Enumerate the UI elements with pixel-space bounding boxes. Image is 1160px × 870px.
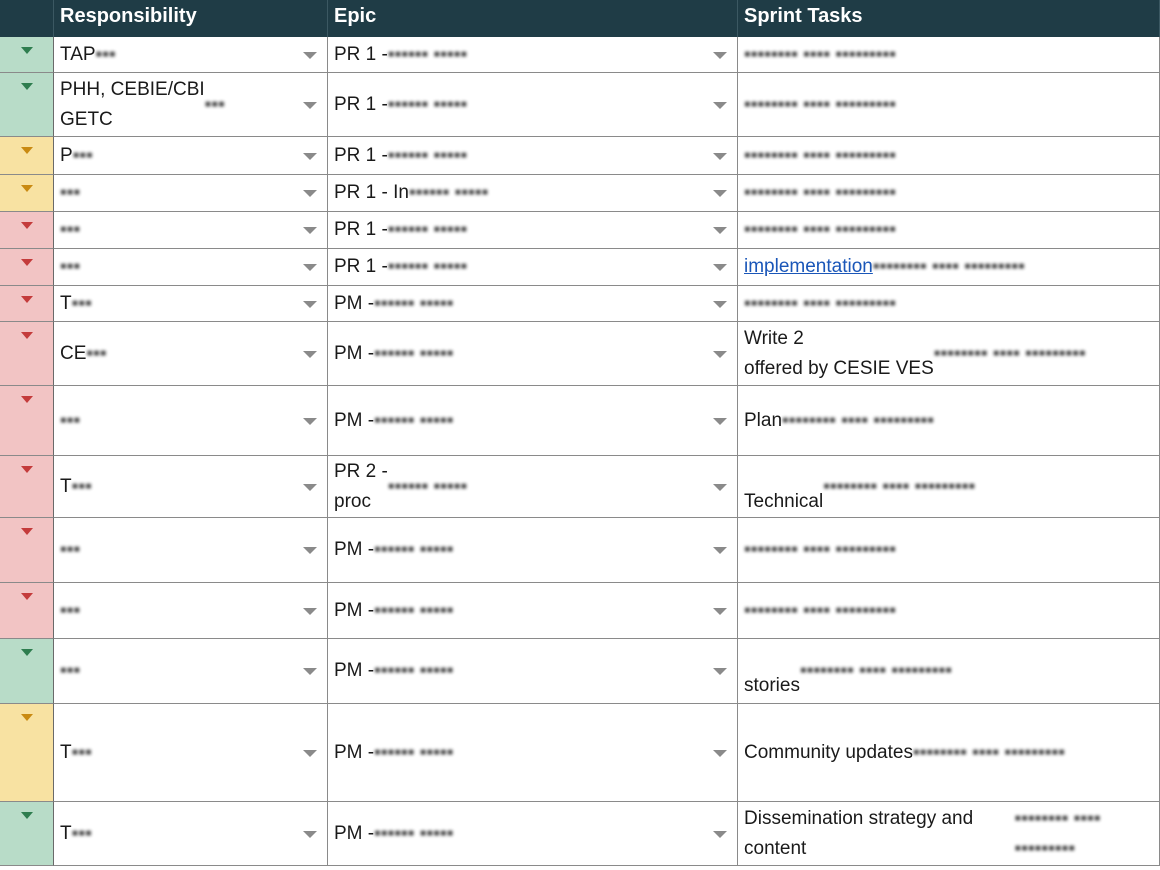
sprint-task-cell[interactable]: [738, 212, 1160, 249]
sprint-task-cell[interactable]: [738, 583, 1160, 639]
epic-cell[interactable]: [328, 518, 738, 583]
redacted-text: ▪▪▪▪▪▪ ▪▪▪▪▪: [387, 219, 468, 240]
status-cell[interactable]: [0, 704, 54, 802]
sprint-task-cell[interactable]: [738, 286, 1160, 322]
sprint-task-cell[interactable]: [738, 802, 1160, 866]
redacted-text: ▪▪▪▪▪▪ ▪▪▪▪▪: [387, 475, 468, 497]
responsibility-cell[interactable]: [54, 286, 328, 322]
sprint-task-cell[interactable]: [738, 73, 1160, 137]
sprint-task-value: Dissemination strategy and content: [744, 807, 974, 859]
sprint-tasks-column-header[interactable]: Sprint Tasks: [738, 0, 1160, 37]
status-cell[interactable]: [0, 322, 54, 386]
chevron-down-icon[interactable]: [713, 831, 727, 838]
responsibility-cell[interactable]: [54, 175, 328, 212]
chevron-down-icon[interactable]: [303, 418, 317, 425]
responsibility-cell[interactable]: [54, 639, 328, 704]
redacted-text: ▪▪▪▪▪▪ ▪▪▪▪▪: [387, 43, 468, 65]
redacted-text: ▪▪▪: [60, 182, 81, 203]
responsibility-cell[interactable]: [54, 802, 328, 866]
chevron-down-icon[interactable]: [713, 227, 727, 234]
redacted-text: ▪▪▪: [60, 539, 81, 560]
sprint-task-value: Plan: [744, 409, 783, 431]
epic-cell[interactable]: [328, 802, 738, 866]
redacted-text: ▪▪▪▪▪▪▪▪ ▪▪▪▪ ▪▪▪▪▪▪▪▪▪: [744, 292, 896, 314]
responsibility-cell[interactable]: [54, 137, 328, 175]
status-dropdown-icon[interactable]: [21, 83, 33, 90]
chevron-down-icon[interactable]: [303, 831, 317, 838]
redacted-text: ▪▪▪▪▪▪▪▪ ▪▪▪▪ ▪▪▪▪▪▪▪▪▪: [872, 256, 1025, 277]
status-dropdown-icon[interactable]: [21, 259, 33, 266]
responsibility-cell[interactable]: [54, 37, 328, 73]
chevron-down-icon[interactable]: [713, 264, 727, 271]
redacted-text: ▪▪▪▪▪▪▪▪ ▪▪▪▪ ▪▪▪▪▪▪▪▪▪: [744, 599, 896, 621]
status-dropdown-icon[interactable]: [21, 812, 33, 819]
redacted-text: ▪▪▪▪▪▪ ▪▪▪▪▪: [374, 409, 454, 431]
responsibility-cell[interactable]: [54, 456, 328, 518]
chevron-down-icon[interactable]: [303, 102, 317, 109]
responsibility-cell[interactable]: [54, 249, 328, 286]
epic-cell[interactable]: [328, 212, 738, 249]
redacted-text: ▪▪▪▪▪▪▪▪ ▪▪▪▪ ▪▪▪▪▪▪▪▪▪: [744, 539, 896, 560]
epic-value: PM -: [334, 660, 375, 681]
status-dropdown-icon[interactable]: [21, 222, 33, 229]
redacted-text: ▪▪▪▪▪▪ ▪▪▪▪▪: [374, 660, 454, 681]
epic-value: PR 1 -: [334, 144, 388, 166]
epic-value: PM -: [334, 539, 375, 560]
status-cell[interactable]: [0, 802, 54, 866]
redacted-text: ▪▪▪▪▪▪▪▪ ▪▪▪▪ ▪▪▪▪▪▪▪▪▪: [799, 660, 952, 681]
epic-value: PM -: [334, 741, 375, 763]
redacted-text: ▪▪▪▪▪▪▪▪ ▪▪▪▪ ▪▪▪▪▪▪▪▪▪: [933, 342, 1086, 364]
epic-value: PR 1 -: [334, 219, 388, 240]
redacted-text: ▪▪▪: [86, 342, 107, 364]
redacted-text: ▪▪▪▪▪▪ ▪▪▪▪▪: [374, 741, 454, 763]
redacted-text: ▪▪▪: [60, 256, 81, 277]
redacted-text: ▪▪▪▪▪▪ ▪▪▪▪▪: [374, 292, 454, 314]
sprint-task-cell[interactable]: [738, 249, 1160, 286]
status-cell[interactable]: [0, 175, 54, 212]
epic-cell[interactable]: [328, 249, 738, 286]
epic-cell[interactable]: [328, 704, 738, 802]
epic-cell[interactable]: [328, 37, 738, 73]
chevron-down-icon[interactable]: [713, 608, 727, 615]
responsibility-cell[interactable]: [54, 583, 328, 639]
epic-value: PM -: [334, 342, 375, 364]
redacted-text: ▪▪▪: [60, 660, 81, 681]
chevron-down-icon[interactable]: [713, 102, 727, 109]
status-dropdown-icon[interactable]: [21, 47, 33, 54]
chevron-down-icon[interactable]: [303, 668, 317, 675]
epic-cell[interactable]: [328, 639, 738, 704]
status-cell[interactable]: [0, 518, 54, 583]
redacted-text: ▪▪▪▪▪▪▪▪ ▪▪▪▪ ▪▪▪▪▪▪▪▪▪: [744, 182, 896, 203]
chevron-down-icon[interactable]: [713, 190, 727, 197]
epic-cell[interactable]: [328, 386, 738, 456]
chevron-down-icon[interactable]: [303, 608, 317, 615]
status-cell[interactable]: [0, 286, 54, 322]
responsibility-cell[interactable]: [54, 73, 328, 137]
chevron-down-icon[interactable]: [713, 52, 727, 59]
sprint-task-cell[interactable]: [738, 175, 1160, 212]
epic-cell[interactable]: [328, 456, 738, 518]
redacted-text: ▪▪▪▪▪▪ ▪▪▪▪▪: [408, 182, 489, 203]
redacted-text: ▪▪▪: [72, 144, 93, 166]
sprint-task-cell[interactable]: [738, 456, 1160, 518]
responsibility-column-header[interactable]: Responsibility: [54, 0, 328, 37]
status-dropdown-icon[interactable]: [21, 396, 33, 403]
status-cell[interactable]: [0, 386, 54, 456]
chevron-down-icon[interactable]: [713, 418, 727, 425]
redacted-text: ▪▪▪: [71, 822, 92, 844]
sprint-task-value: stories: [744, 675, 800, 696]
redacted-text: ▪▪▪▪▪▪▪▪ ▪▪▪▪ ▪▪▪▪▪▪▪▪▪: [1014, 807, 1101, 859]
redacted-text: ▪▪▪: [71, 475, 92, 497]
redacted-text: ▪▪▪: [71, 741, 92, 763]
chevron-down-icon[interactable]: [303, 750, 317, 757]
responsibility-value: CE: [60, 342, 87, 364]
status-dropdown-icon[interactable]: [21, 147, 33, 154]
redacted-text: ▪▪▪: [60, 599, 81, 621]
status-dropdown-icon[interactable]: [21, 649, 33, 656]
status-cell[interactable]: [0, 583, 54, 639]
status-cell[interactable]: [0, 249, 54, 286]
chevron-down-icon[interactable]: [713, 153, 727, 160]
redacted-text: ▪▪▪▪▪▪▪▪ ▪▪▪▪ ▪▪▪▪▪▪▪▪▪: [912, 741, 1065, 763]
sprint-task-cell[interactable]: [738, 518, 1160, 583]
status-cell[interactable]: [0, 137, 54, 175]
epic-cell[interactable]: [328, 286, 738, 322]
redacted-text: ▪▪▪: [60, 409, 81, 431]
redacted-text: ▪▪▪: [71, 292, 92, 314]
sprint-task-cell[interactable]: [738, 37, 1160, 73]
status-column-header[interactable]: [0, 0, 54, 37]
sprint-task-value: Community updates: [744, 741, 913, 763]
responsibility-cell[interactable]: [54, 322, 328, 386]
redacted-text: ▪▪▪▪▪▪ ▪▪▪▪▪: [387, 256, 468, 277]
chevron-down-icon[interactable]: [303, 190, 317, 197]
redacted-text: ▪▪▪▪▪▪▪▪ ▪▪▪▪ ▪▪▪▪▪▪▪▪▪: [823, 475, 976, 497]
chevron-down-icon[interactable]: [713, 668, 727, 675]
chevron-down-icon[interactable]: [713, 750, 727, 757]
epic-value: PM -: [334, 822, 375, 844]
epic-value: PM -: [334, 409, 375, 431]
chevron-down-icon[interactable]: [303, 351, 317, 358]
chevron-down-icon[interactable]: [713, 301, 727, 308]
responsibility-cell[interactable]: [54, 212, 328, 249]
redacted-text: ▪▪▪▪▪▪ ▪▪▪▪▪: [374, 599, 454, 621]
sprint-task-value: Technical: [744, 490, 824, 512]
status-dropdown-icon[interactable]: [21, 185, 33, 192]
status-cell[interactable]: [0, 456, 54, 518]
epic-column-header[interactable]: Epic: [328, 0, 738, 37]
chevron-down-icon[interactable]: [303, 484, 317, 491]
redacted-text: ▪▪▪▪▪▪ ▪▪▪▪▪: [387, 144, 468, 166]
redacted-text: ▪▪▪: [60, 219, 81, 240]
epic-value: PM -: [334, 292, 375, 314]
sprint-task-value: implementation: [744, 256, 873, 277]
status-dropdown-icon[interactable]: [21, 296, 33, 303]
sprint-task-cell[interactable]: [738, 386, 1160, 456]
epic-cell[interactable]: [328, 583, 738, 639]
epic-value: PR 1 -: [334, 93, 388, 115]
redacted-text: ▪▪▪▪▪▪▪▪ ▪▪▪▪ ▪▪▪▪▪▪▪▪▪: [782, 409, 935, 431]
epic-value: PM -: [334, 599, 375, 621]
responsibility-value: PHH, CEBIE/CBI GETC: [60, 78, 205, 130]
status-cell[interactable]: [0, 73, 54, 137]
redacted-text: ▪▪▪: [204, 93, 225, 115]
responsibility-value: T: [60, 822, 72, 844]
responsibility-value: TAP: [60, 43, 96, 65]
epic-value: PR 1 -: [334, 43, 388, 65]
responsibility-value: P: [60, 144, 73, 166]
chevron-down-icon[interactable]: [303, 264, 317, 271]
redacted-text: ▪▪▪▪▪▪▪▪ ▪▪▪▪ ▪▪▪▪▪▪▪▪▪: [744, 93, 896, 115]
chevron-down-icon[interactable]: [713, 351, 727, 358]
status-dropdown-icon[interactable]: [21, 528, 33, 535]
chevron-down-icon[interactable]: [713, 484, 727, 491]
sprint-task-cell[interactable]: [738, 322, 1160, 386]
chevron-down-icon[interactable]: [303, 227, 317, 234]
sprint-task-cell[interactable]: [738, 137, 1160, 175]
status-dropdown-icon[interactable]: [21, 466, 33, 473]
chevron-down-icon[interactable]: [303, 301, 317, 308]
epic-value: PR 1 - In: [334, 182, 409, 203]
epic-cell[interactable]: [328, 175, 738, 212]
chevron-down-icon[interactable]: [303, 153, 317, 160]
redacted-text: ▪▪▪▪▪▪▪▪ ▪▪▪▪ ▪▪▪▪▪▪▪▪▪: [744, 144, 896, 166]
responsibility-cell[interactable]: [54, 704, 328, 802]
status-cell[interactable]: [0, 37, 54, 73]
status-dropdown-icon[interactable]: [21, 593, 33, 600]
status-cell[interactable]: [0, 212, 54, 249]
sprint-task-cell[interactable]: [738, 704, 1160, 802]
responsibility-value: T: [60, 292, 72, 314]
redacted-text: ▪▪▪▪▪▪ ▪▪▪▪▪: [387, 93, 468, 115]
sprint-task-value: Write 2 offered by CESIE VES: [744, 327, 934, 379]
responsibility-cell[interactable]: [54, 518, 328, 583]
epic-value: PR 1 -: [334, 256, 388, 277]
sprint-task-cell[interactable]: [738, 639, 1160, 704]
redacted-text: ▪▪▪▪▪▪ ▪▪▪▪▪: [374, 539, 454, 560]
responsibility-value: T: [60, 475, 72, 497]
redacted-text: ▪▪▪: [95, 43, 116, 65]
status-cell[interactable]: [0, 639, 54, 704]
chevron-down-icon[interactable]: [713, 547, 727, 554]
epic-cell[interactable]: [328, 322, 738, 386]
status-dropdown-icon[interactable]: [21, 332, 33, 339]
epic-cell[interactable]: [328, 73, 738, 137]
redacted-text: ▪▪▪▪▪▪ ▪▪▪▪▪: [374, 822, 454, 844]
redacted-text: ▪▪▪▪▪▪▪▪ ▪▪▪▪ ▪▪▪▪▪▪▪▪▪: [744, 219, 896, 240]
responsibility-cell[interactable]: [54, 386, 328, 456]
epic-cell[interactable]: [328, 137, 738, 175]
chevron-down-icon[interactable]: [303, 547, 317, 554]
epic-value: PR 2 - proc: [334, 460, 388, 512]
responsibility-value: T: [60, 741, 72, 763]
redacted-text: ▪▪▪▪▪▪ ▪▪▪▪▪: [374, 342, 454, 364]
status-dropdown-icon[interactable]: [21, 714, 33, 721]
chevron-down-icon[interactable]: [303, 52, 317, 59]
redacted-text: ▪▪▪▪▪▪▪▪ ▪▪▪▪ ▪▪▪▪▪▪▪▪▪: [744, 43, 896, 65]
